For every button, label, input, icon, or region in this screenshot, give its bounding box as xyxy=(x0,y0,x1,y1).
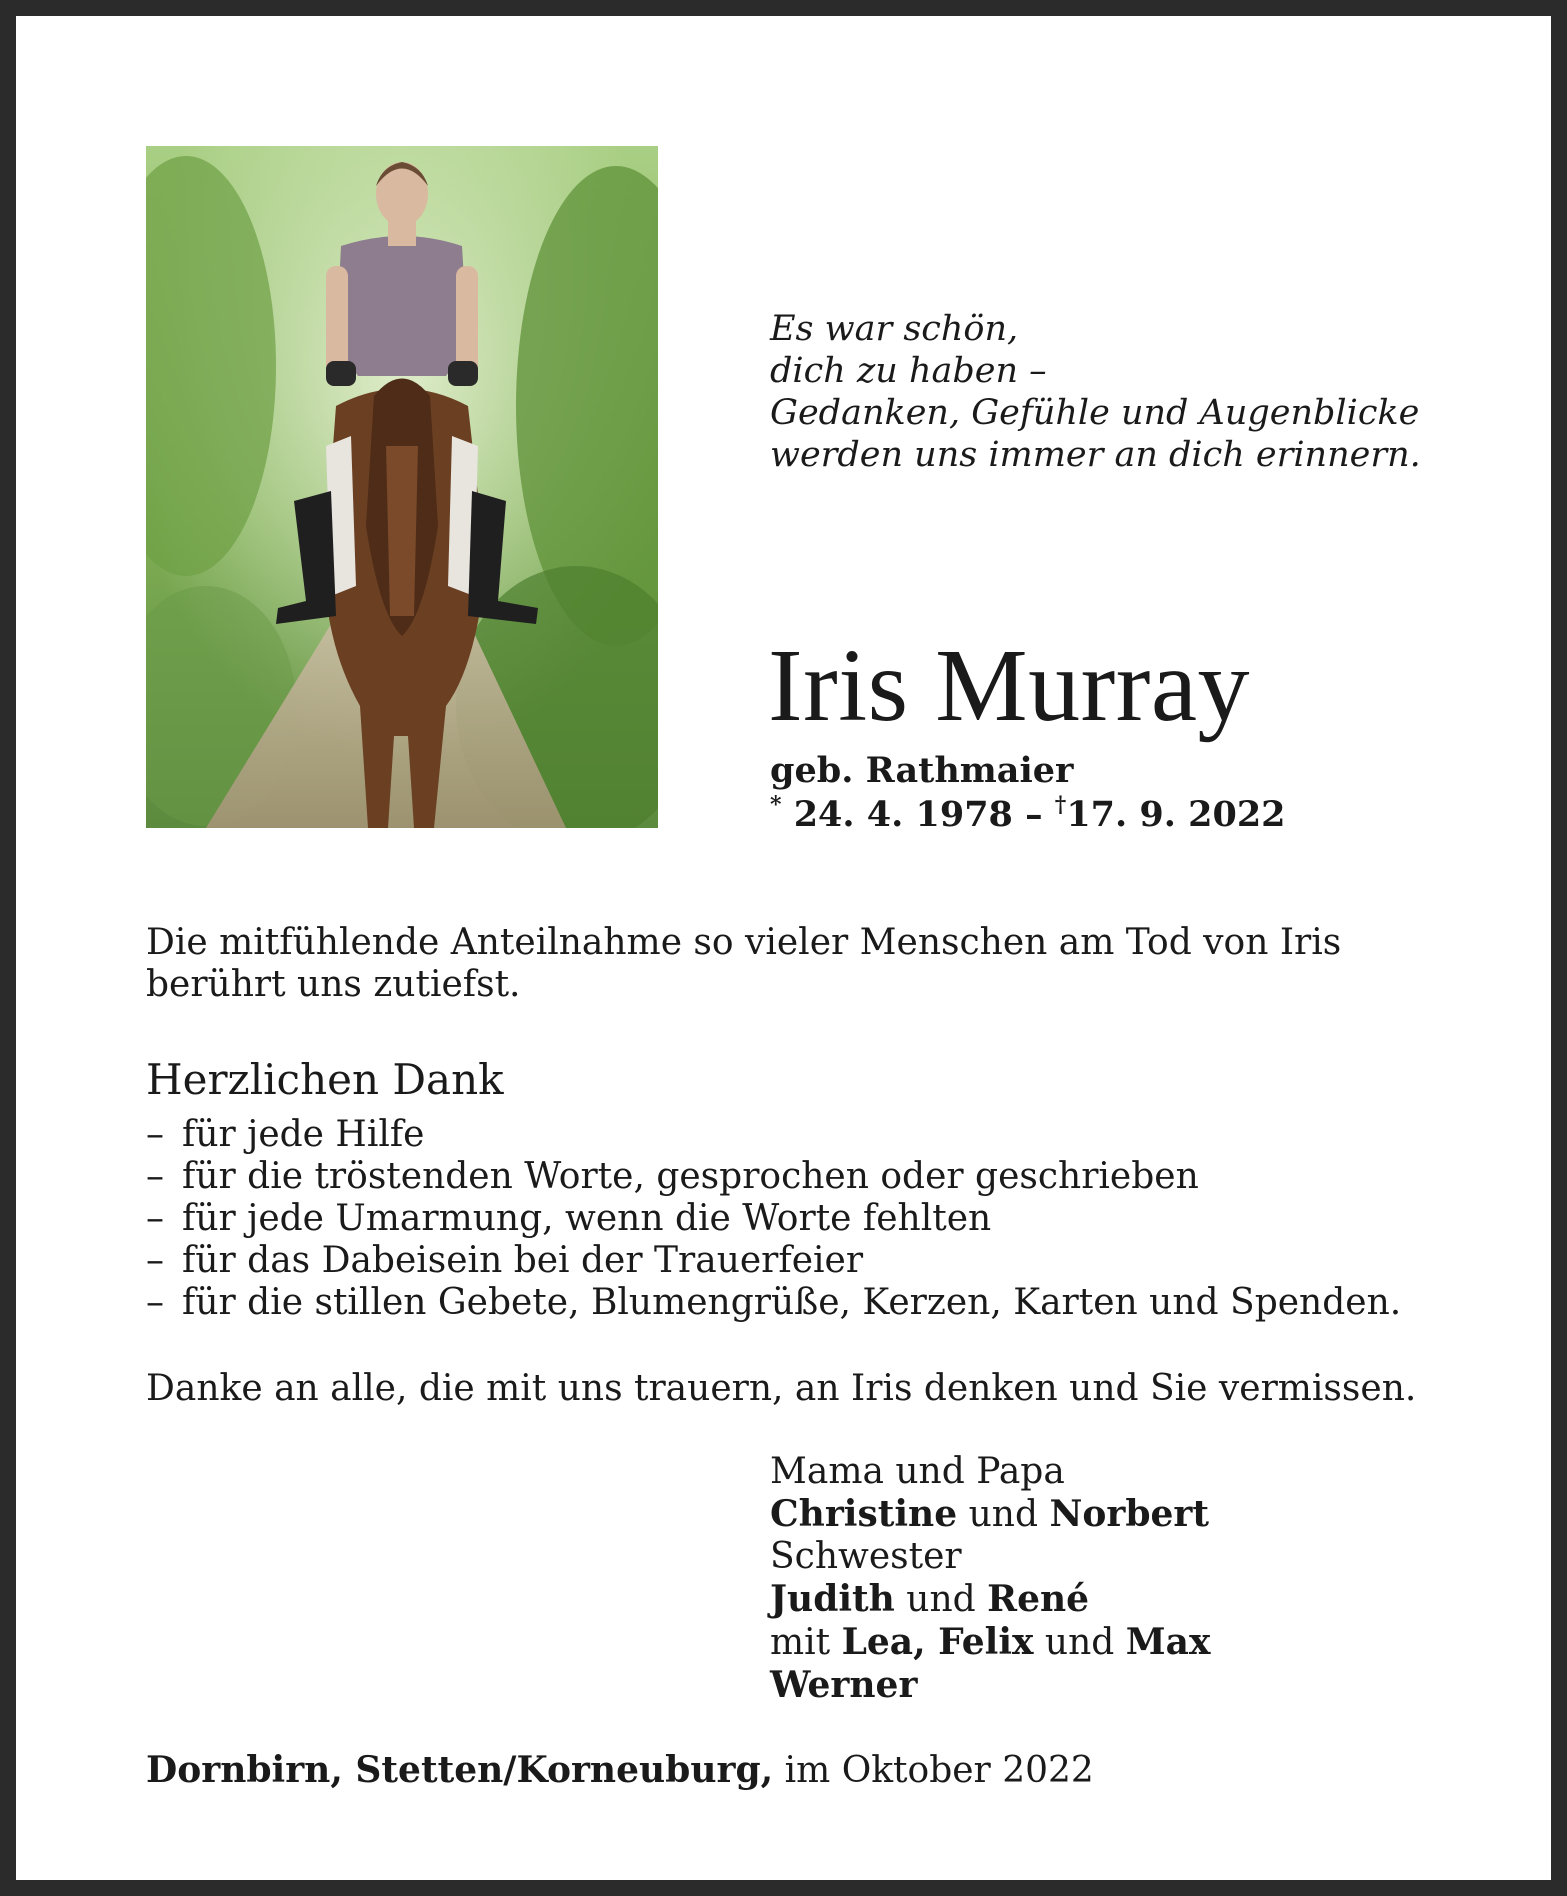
quote-line: werden uns immer an dich erinnern. xyxy=(770,435,1421,475)
place-and-date xyxy=(146,1749,1094,1792)
dash-bullet: – xyxy=(146,1114,164,1155)
death-date: 17. 9. 2022 xyxy=(1066,794,1286,835)
list-item xyxy=(146,1282,1401,1324)
sister-name: Judith xyxy=(770,1578,895,1620)
birth-date: 24. 4. 1978 xyxy=(793,794,1013,835)
maiden-name: geb. Rathmaier xyxy=(770,750,1074,791)
thanks-item-text: für jede Umarmung, wenn die Worte fehlten xyxy=(182,1198,992,1239)
death-symbol: † xyxy=(1054,792,1067,818)
sister-label: Schwester xyxy=(770,1536,962,1577)
birth-symbol: * xyxy=(770,792,782,818)
memorial-quote xyxy=(770,308,1470,476)
quote-line: dich zu haben – xyxy=(770,351,1047,391)
conjunction: und xyxy=(957,1494,1050,1535)
thanks-item-text: für jede Hilfe xyxy=(182,1114,425,1155)
deceased-name: Iris Murray xyxy=(768,628,1251,743)
thanks-list xyxy=(146,1114,1401,1324)
thanks-heading: Herzlichen Dank xyxy=(146,1055,504,1104)
thanks-item-text: für die tröstenden Worte, gesprochen oder geschrieben xyxy=(182,1156,1199,1197)
list-item xyxy=(146,1156,1401,1198)
date-separator: – xyxy=(1012,794,1055,835)
intro-paragraph: Die mitfühlende Anteilnahme so vieler Menschen am Tod von Iris berührt uns zutiefst. xyxy=(146,922,1342,1005)
signature-block xyxy=(770,1451,1210,1707)
quote-line: Gedanken, Gefühle und Augenblicke xyxy=(770,393,1420,433)
place-locations: Dornbirn, Stetten/Korneuburg, xyxy=(146,1749,774,1791)
child-name: Max xyxy=(1125,1621,1211,1663)
dash-bullet: – xyxy=(146,1198,164,1239)
thanks-item-text: für das Dabeisein bei der Trauerfeier xyxy=(182,1240,864,1281)
rider-on-horse-photo xyxy=(146,146,658,828)
sister-names xyxy=(770,1578,1210,1621)
partner-name-text: Werner xyxy=(770,1664,918,1706)
life-dates xyxy=(770,794,1286,836)
dash-bullet: – xyxy=(146,1156,164,1197)
list-item xyxy=(146,1240,1401,1282)
sister-partner-name: René xyxy=(987,1578,1090,1620)
closing-paragraph: Danke an alle, die mit uns trauern, an Iris denken und Sie vermissen. xyxy=(146,1368,1417,1409)
child-names: Lea, Felix xyxy=(841,1621,1034,1663)
notice-date: im Oktober 2022 xyxy=(773,1750,1094,1791)
conjunction: und xyxy=(1033,1622,1126,1663)
partner-name xyxy=(770,1664,1210,1707)
parent-name: Christine xyxy=(770,1493,958,1535)
dash-bullet: – xyxy=(146,1282,164,1323)
children-names xyxy=(770,1621,1210,1664)
conjunction: und xyxy=(894,1579,988,1620)
list-item xyxy=(146,1198,1401,1240)
parents-label: Mama und Papa xyxy=(770,1451,1065,1492)
list-item xyxy=(146,1114,1401,1156)
thanks-item-text: für die stillen Gebete, Blumengrüße, Kerzen, Karten und Spenden. xyxy=(182,1282,1402,1323)
parent-name: Norbert xyxy=(1049,1493,1209,1535)
parents-names xyxy=(770,1493,1210,1536)
dash-bullet: – xyxy=(146,1240,164,1281)
photo-illustration xyxy=(146,146,658,828)
quote-line: Es war schön, xyxy=(770,309,1019,349)
with-word: mit xyxy=(770,1622,842,1663)
